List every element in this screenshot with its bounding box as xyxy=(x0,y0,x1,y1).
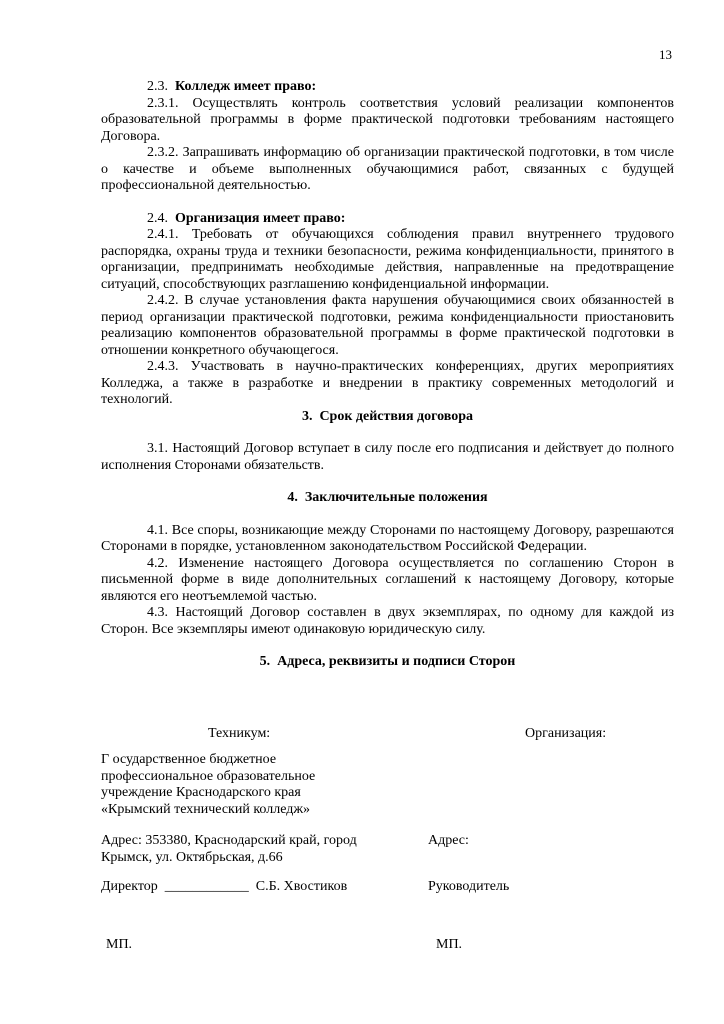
heading-number: 5. xyxy=(259,654,271,669)
clause-3-1: 3.1. Настоящий Договор вступает в силу после его подписания и действует до полного исполнения Сторонами обязательств. xyxy=(101,441,674,473)
right-stamp-place: МП. xyxy=(436,937,463,952)
clause-2-3-1: 2.3.1. Осуществлять контроль соответствия условий реализации компонентов образовательной программы в форме практической подготовки требованиям настоящего Договора. xyxy=(101,95,674,144)
clause-4-1: 4.1. Все споры, возникающие между Сторонами по настоящему Договору, разрешаются Сторонами в порядке, установленном законодательством Российской Федерации. xyxy=(101,522,674,554)
right-signer-line: Руководитель xyxy=(428,879,510,894)
section-heading-4 xyxy=(101,490,674,507)
clause-4-2: 4.2. Изменение настоящего Договора осуществляется по соглашению Сторон в письменной форме в виде дополнительных соглашений к настоящему Договору, которые являются его неотъемлемой частью. xyxy=(101,555,674,604)
left-party-header: Техникум: xyxy=(208,726,271,741)
heading-title: Колледж имеет право: xyxy=(175,79,317,94)
left-stamp-place: МП. xyxy=(106,937,133,952)
right-party-header: Организация: xyxy=(525,726,607,741)
heading-number: 2.4. xyxy=(147,210,168,226)
clause-2-4-2: 2.4.2. В случае установления факта нарушения обучающимися своих обязанностей в период организации практической подготовки, режима конфиденциальности приостановить реализацию компонентов образовательной программы в форме практической подготовки в отношении конкретного обучающегося. xyxy=(101,293,674,358)
left-signer-line: Директор ____________ С.Б. Хвостиков xyxy=(101,879,348,894)
clause-2-3-2: 2.3.2. Запрашивать информацию об организации практической подготовки, в том числе о качестве и объеме выполненных обучающимися работ, связанных с будущей профессиональной деятельностью. xyxy=(101,145,674,193)
address-line: Адрес: 353380, Краснодарский край, город xyxy=(101,833,357,848)
institution-line: Г осударственное бюджетное xyxy=(101,752,277,767)
heading-number: 4. xyxy=(287,490,298,505)
page-number: 13 xyxy=(659,47,672,62)
clause-2-4-3: 2.4.3. Участвовать в научно-практических конференциях, других мероприятиях Колледжа, а также в разработке и внедрении в практику современных методологий и технологий. xyxy=(101,359,674,407)
section-heading-3 xyxy=(101,409,674,426)
section-heading-2-3 xyxy=(101,79,674,96)
institution-name xyxy=(101,752,421,818)
clause-4-3: 4.3. Настоящий Договор составлен в двух экземплярах, по одному для каждой из Сторон. Все экземпляры имеют одинаковую юридическую силу. xyxy=(101,605,674,637)
left-address xyxy=(101,833,421,866)
heading-title: Заключительные положения xyxy=(304,490,488,505)
institution-line: профессиональное образовательное xyxy=(101,768,316,784)
heading-title: Срок действия договора xyxy=(319,408,474,424)
heading-number: 3. xyxy=(301,408,313,424)
clause-2-4-1: 2.4.1. Требовать от обучающихся соблюдения правил внутреннего трудового распорядка, охраны труда и техники безопасности, режима конфиденциальности, принятого в организации, предпринимать необходимые действия, направленные на предотвращение ситуаций, способствующих разглашению конфиденциальной информации. xyxy=(101,227,674,292)
address-line: Крымск, ул. Октябрьская, д.66 xyxy=(101,849,283,865)
heading-number: 2.3. xyxy=(147,79,168,94)
heading-title: Организация имеет право: xyxy=(175,210,346,226)
institution-line: учреждение Краснодарского края xyxy=(101,785,301,800)
institution-line: «Крымский технический колледж» xyxy=(101,801,311,817)
document-body xyxy=(101,79,674,671)
section-heading-2-4 xyxy=(101,211,674,228)
right-address: Адрес: xyxy=(428,833,469,848)
section-heading-5 xyxy=(101,654,674,671)
heading-title: Адреса, реквизиты и подписи Сторон xyxy=(277,654,516,669)
